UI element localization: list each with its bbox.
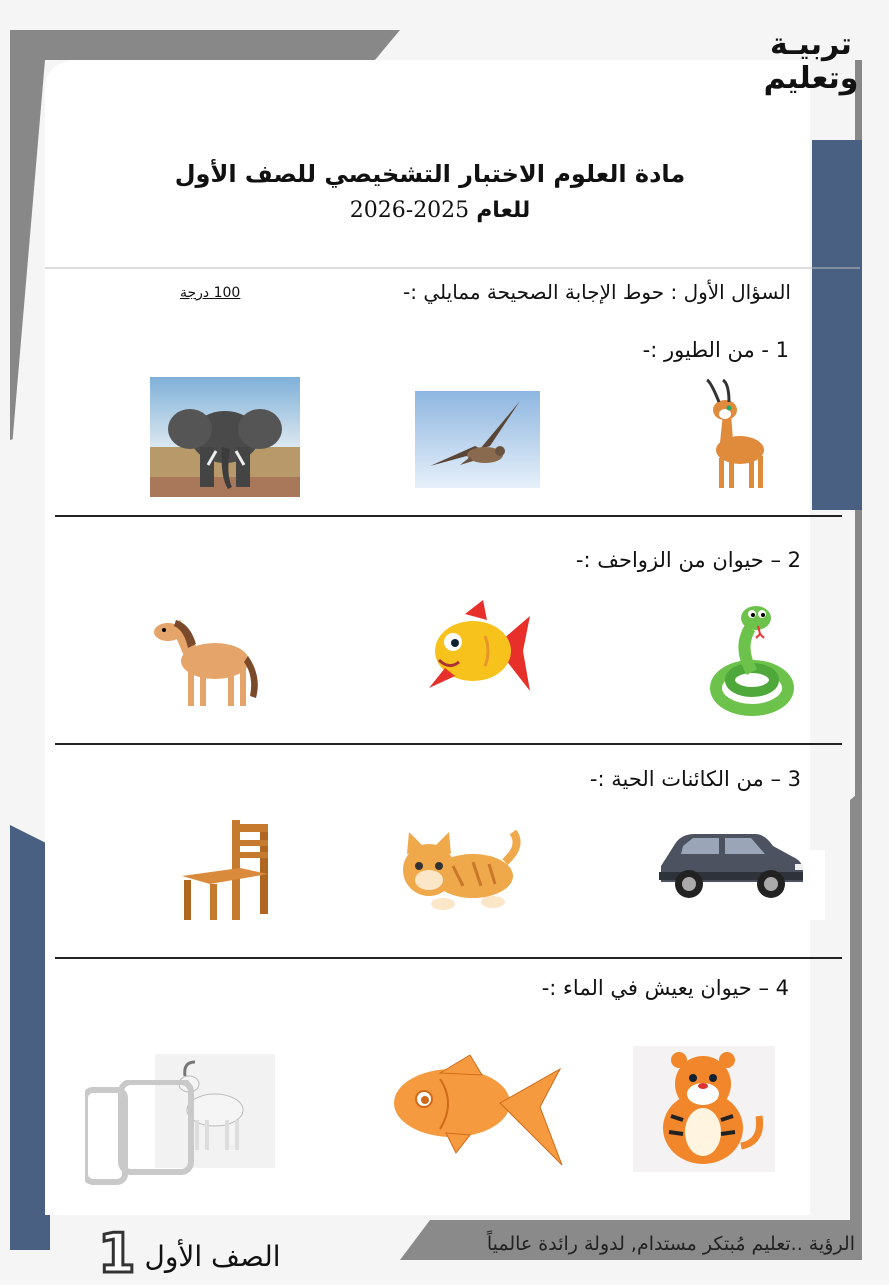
grade-label: الصف الأول [144,1240,281,1273]
fish-option-reptile-row[interactable] [425,596,535,706]
elephant-option[interactable] [150,377,300,497]
tiger-option[interactable] [633,1046,775,1172]
page-subtitle [0,198,880,223]
logo-line-2: وتعليم [763,61,859,96]
car-option[interactable] [655,826,805,906]
grade-badge [96,1222,281,1285]
cat-option[interactable] [393,826,523,918]
grade-number: 1 [98,1222,136,1285]
falcon-option[interactable] [415,391,540,488]
score-label: 100 درجة [180,285,241,301]
year-prefix: للعام [476,198,531,223]
year-range: 2025-2026 [349,198,470,223]
chair-option[interactable] [180,818,270,922]
question-title: السؤال الأول : حوط الإجابة الصحيحة ممايلي :- [403,280,791,304]
logo-line-1: تربيـة [770,27,852,62]
watermark-graphic [85,1080,195,1200]
horse-option[interactable] [150,606,265,712]
page-title: مادة العلوم الاختبار التشخيصي للصف الأول [174,160,686,188]
brand-logo [761,28,861,96]
item-3-label: 3 – من الكائنات الحية :- [589,767,801,791]
snake-option[interactable] [708,598,796,720]
separator-1 [55,515,842,517]
fish-option-water-row[interactable] [390,1053,565,1168]
separator-2 [55,743,842,745]
item-2-label: 2 – حيوان من الزواحف :- [575,548,801,572]
item-4-label: 4 – حيوان يعيش في الماء :- [541,976,789,1000]
separator-3 [55,957,842,959]
vision-statement: الرؤية ..تعليم مُبتكر مستدام, لدولة رائدة عالمياً [486,1233,855,1255]
item-1-label: 1 - من الطيور :- [642,338,789,362]
gazelle-option[interactable] [695,378,775,493]
